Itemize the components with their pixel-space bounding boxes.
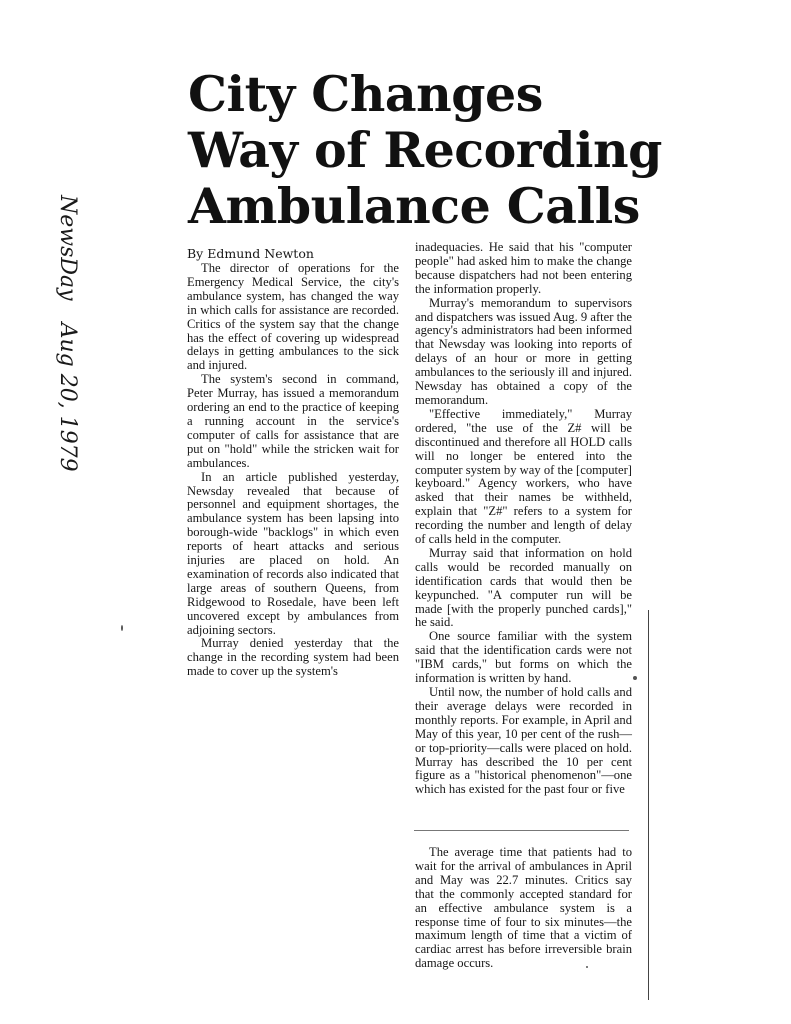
column-cut-divider bbox=[414, 830, 629, 831]
paragraph: "Effective immediately," Murray ordered, "the use of the Z# will be discontinued and therefore all HOLD calls will no longer be entered into the computer system by way of the [computer] keyboard." Agency workers, who have asked that their names be withheld, explain that "Z#" refers to a system for recording the number and length of delay of calls held in the computer. bbox=[415, 406, 632, 547]
headline-line-2: Way of Recording bbox=[188, 121, 662, 179]
paragraph: inadequacies. He said that his "computer people" had asked him to make the change because dispatchers had not been entering the information properly. bbox=[415, 240, 632, 296]
article-column-2-continued bbox=[415, 846, 632, 971]
scan-speck bbox=[633, 676, 637, 680]
paragraph: The director of operations for the Emergency Medical Service, the city's ambulance system, has changed the way in which calls for assistance are recorded. Critics of the system say that the change has the effect of covering up widespread delays in getting ambulances to the sick and injured. bbox=[187, 261, 399, 373]
clipping-edge-line bbox=[648, 610, 649, 1000]
handwritten-annotation bbox=[55, 195, 80, 472]
paragraph: In an article published yesterday, Newsday revealed that because of personnel and equipment shortages, the ambulance system has been lapsing into borough-wide "backlogs" in which even reports of heart attacks and serious injuries are placed on hold. An examination of records also indicated that large areas of southern Queens, from Ridgewood to Rosedale, have been left uncovered except by ambulances from adjoining sectors. bbox=[187, 469, 399, 637]
paragraph: Until now, the number of hold calls and their average delays were recorded in monthly reports. For example, in April and May of this year, 10 per cent of the rush—or top-priority—calls were placed on hold. Murray has described the 10 per cent figure as a "historical phenomenon"—one which has existed for the past four or five bbox=[415, 685, 632, 797]
scan-speck bbox=[121, 625, 123, 631]
paragraph: Murray denied yesterday that the change in the recording system had been made to cover up the system's bbox=[187, 636, 399, 679]
paragraph: The system's second in command, Peter Murray, has issued a memorandum ordering an end to the practice of keeping a running account in the service's computer of calls for assistance that are put on "hold" while the stricken wait for ambulances. bbox=[187, 372, 399, 470]
article-column-1 bbox=[187, 262, 399, 679]
headline-line-1: City Changes bbox=[188, 65, 543, 123]
headline-line-3: Ambulance Calls bbox=[188, 177, 640, 235]
handwritten-publication: NewsDay bbox=[55, 195, 80, 301]
paragraph: Murray's memorandum to supervisors and dispatchers was issued Aug. 9 after the agency's administrators had been informed that Newsday was looking into reports of delays of an hour or more in getting ambulances to the seriously ill and injured. Newsday has obtained a copy of the memorandum. bbox=[415, 295, 632, 407]
paragraph: One source familiar with the system said that the identification cards were not "IBM cards," but forms on which the information is written by hand. bbox=[415, 629, 632, 686]
handwritten-date: Aug 20, 1979 bbox=[55, 322, 80, 472]
scan-speck bbox=[586, 966, 588, 968]
article-column-2 bbox=[415, 241, 632, 797]
headline bbox=[188, 65, 662, 235]
paragraph: The average time that patients had to wait for the arrival of ambulances in April and May was 22.7 minutes. Critics say that the commonly accepted standard for an effective ambulance system is a response time of four to six minutes—the maximum length of time that a victim of cardiac arrest has before irreversible brain damage occurs. bbox=[415, 845, 632, 971]
byline: By Edmund Newton bbox=[187, 246, 314, 261]
paragraph: Murray said that information on hold calls would be recorded manually on identification cards that would then be keypunched. "A computer run will be made [with the properly punched cards]," he said. bbox=[415, 545, 632, 630]
